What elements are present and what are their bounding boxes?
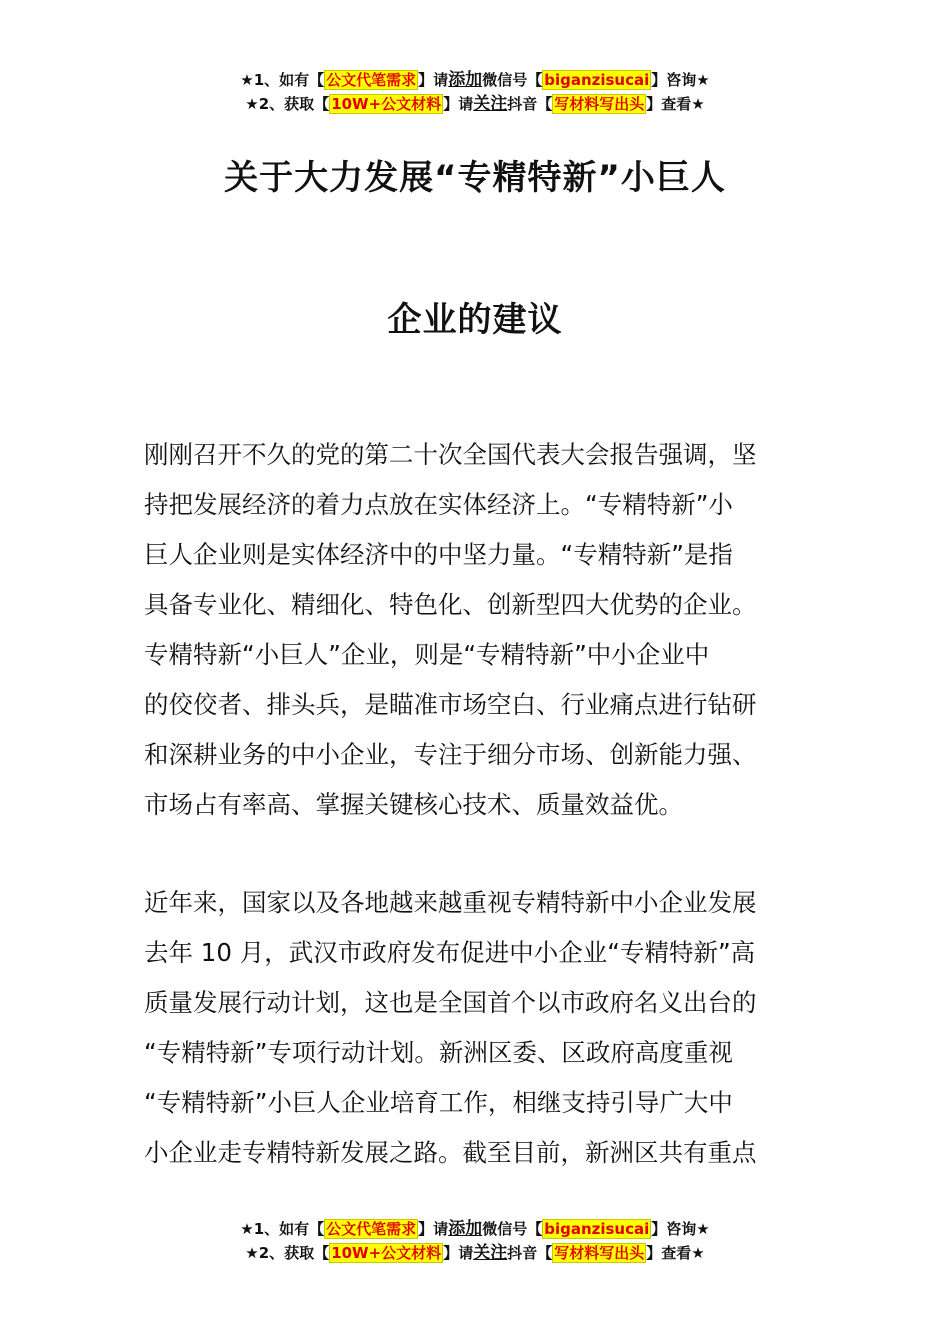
highlight-service: 公文代笔需求 bbox=[326, 71, 417, 89]
banner-line-2: ★2、获取【 10W+公文材料 】请关注抖音【 写材料写出头 】查看★ bbox=[245, 94, 705, 114]
highlight-douyin-account: 写材料写出头 bbox=[554, 1244, 645, 1262]
paragraph-line: 市场占有率高、掌握关键核心技术、质量效益优。 bbox=[144, 790, 683, 819]
paragraph-line: 持把发展经济的着力点放在实体经济上。“专精特新”小 bbox=[144, 490, 733, 519]
paragraph-1 bbox=[144, 430, 808, 830]
banner-line-1: ★1、如有【 公文代笔需求 】请添加微信号【 biganzisucai 】咨询★ bbox=[240, 1219, 710, 1239]
paragraph-line: 的佼佼者、排头兵，是瞄准市场空白、行业痛点进行钻研 bbox=[144, 690, 757, 719]
underline-follow: 关注 bbox=[473, 1243, 508, 1263]
underline-add: 添加 bbox=[448, 70, 483, 90]
paragraph-line: 质量发展行动计划，这也是全国首个以市政府名义出台的 bbox=[144, 988, 757, 1017]
banner-line-2: ★2、获取【 10W+公文材料 】请关注抖音【 写材料写出头 】查看★ bbox=[245, 1243, 705, 1263]
underline-add: 添加 bbox=[448, 1219, 483, 1239]
underline-follow: 关注 bbox=[473, 94, 508, 114]
highlight-wechat-id: biganzisucai bbox=[544, 1220, 650, 1238]
header-banner bbox=[0, 68, 950, 116]
paragraph-line: 具备专业化、精细化、特色化、创新型四大优势的企业。 bbox=[144, 590, 757, 619]
paragraph-line: 近年来，国家以及各地越来越重视专精特新中小企业发展 bbox=[144, 888, 757, 917]
highlight-douyin-account: 写材料写出头 bbox=[554, 95, 645, 113]
paragraph-line: 刚刚召开不久的党的第二十次全国代表大会报告强调，坚 bbox=[144, 440, 757, 469]
footer-banner bbox=[0, 1217, 950, 1265]
highlight-materials: 10W+公文材料 bbox=[331, 95, 442, 113]
document-title-line-1: 关于大力发展“专精特新”小巨人 bbox=[224, 158, 726, 198]
highlight-materials: 10W+公文材料 bbox=[331, 1244, 442, 1262]
document-title-line-2: 企业的建议 bbox=[387, 300, 563, 340]
paragraph-line: “专精特新”小巨人企业培育工作，相继支持引导广大中 bbox=[144, 1088, 733, 1117]
paragraph-2 bbox=[144, 878, 808, 1178]
highlight-service: 公文代笔需求 bbox=[326, 1220, 417, 1238]
paragraph-line: “专精特新”专项行动计划。新洲区委、区政府高度重视 bbox=[144, 1038, 733, 1067]
paragraph-line: 去年 10 月，武汉市政府发布促进中小企业“专精特新”高 bbox=[144, 938, 756, 967]
paragraph-line: 小企业走专精特新发展之路。截至目前，新洲区共有重点 bbox=[144, 1138, 757, 1167]
paragraph-line: 巨人企业则是实体经济中的中坚力量。“专精特新”是指 bbox=[144, 540, 733, 569]
paragraph-line: 专精特新“小巨人”企业，则是“专精特新”中小企业中 bbox=[144, 640, 710, 669]
paragraph-line: 和深耕业务的中小企业，专注于细分市场、创新能力强、 bbox=[144, 740, 757, 769]
banner-line-1: ★1、如有【 公文代笔需求 】请添加微信号【 biganzisucai 】咨询★ bbox=[240, 70, 710, 90]
highlight-wechat-id: biganzisucai bbox=[544, 71, 650, 89]
